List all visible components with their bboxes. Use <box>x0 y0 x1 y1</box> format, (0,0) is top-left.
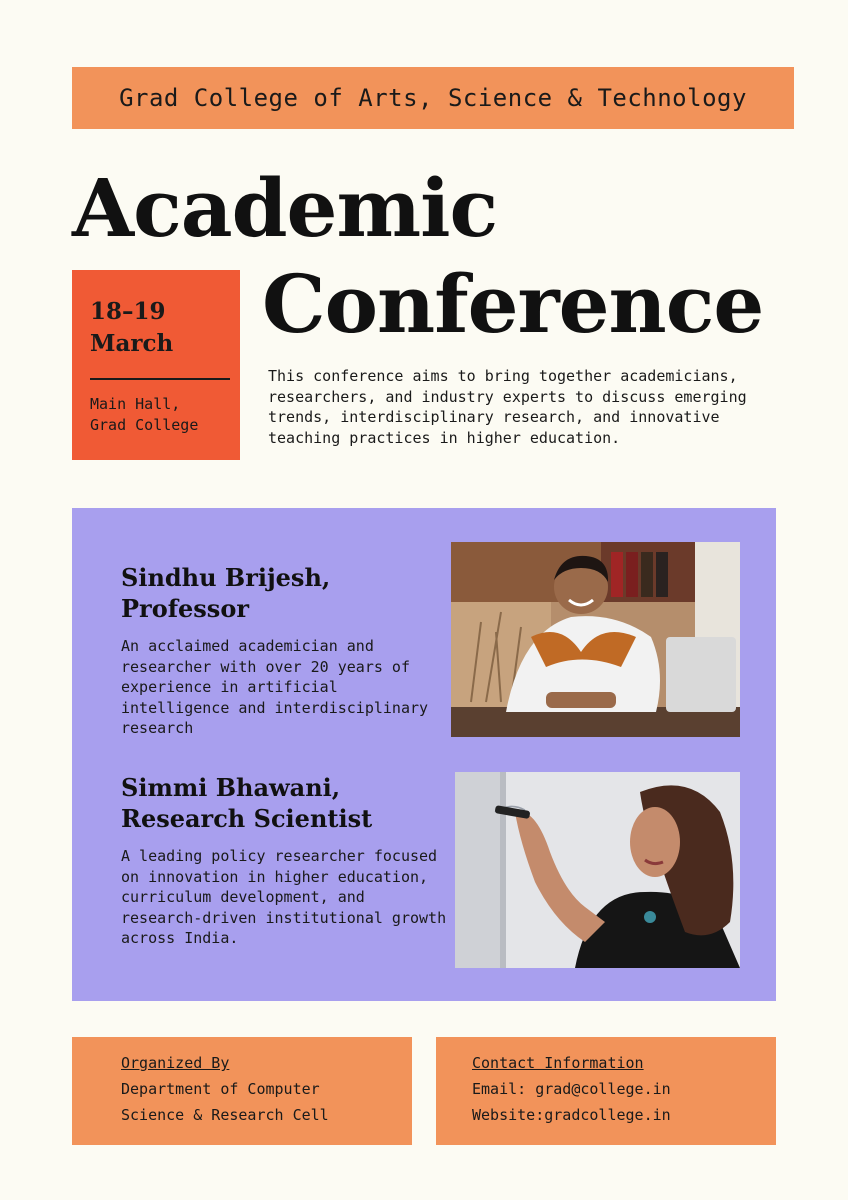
speaker-2-name <box>121 772 372 834</box>
speaker-1-bio: An acclaimed academician and researcher with over 20 years of experience in artificial intelligence and interdisciplinary research <box>121 637 429 737</box>
page-title-line-1: Academic <box>72 161 498 255</box>
organizer-box <box>72 1037 412 1145</box>
speakers-panel <box>72 508 776 1001</box>
speaker-1-name <box>121 562 330 624</box>
contact-email[interactable]: Email: grad@college.in <box>472 1080 671 1098</box>
page-title-line-2: Conference <box>262 257 764 351</box>
speaker-1-title: Professor <box>121 594 249 623</box>
college-banner <box>72 67 794 129</box>
conference-description: This conference aims to bring together academicians, researchers, and industry experts to discuss emerging trends, interdisciplinary research, and innovative teaching practices in higher education. <box>268 367 747 447</box>
contact-website[interactable]: Website:gradcollege.in <box>472 1106 671 1124</box>
date-venue-box <box>72 270 240 460</box>
speaker-1-name-line-1: Sindhu Brijesh, <box>121 563 331 592</box>
contact-box <box>436 1037 776 1145</box>
contact-heading: Contact Information <box>472 1054 644 1072</box>
speaker-1-photo <box>451 542 740 737</box>
speaker-2-photo <box>455 772 740 968</box>
speaker-2-name-line-1: Simmi Bhawani, <box>121 773 341 802</box>
organizer-line-2: Science & Research Cell <box>121 1106 329 1124</box>
event-venue <box>90 394 222 436</box>
venue-line-1: Main Hall, <box>90 395 181 413</box>
organizer-line-1: Department of Computer <box>121 1080 320 1098</box>
organizer-heading: Organized By <box>121 1054 230 1072</box>
date-divider <box>90 378 230 380</box>
college-name: Grad College of Arts, Science & Technology <box>119 84 747 112</box>
speaker-1-photo-illustration <box>451 542 740 737</box>
speaker-2-photo-illustration <box>455 772 740 968</box>
speaker-2-bio: A leading policy researcher focused on innovation in higher education, curriculum development, and research-driven institutional growth across India. <box>121 847 447 947</box>
event-date <box>90 296 222 360</box>
event-date-month: March <box>90 330 174 357</box>
event-date-days: 18–19 <box>90 298 166 325</box>
venue-line-2: Grad College <box>90 416 199 434</box>
speaker-2-title: Research Scientist <box>121 804 373 833</box>
